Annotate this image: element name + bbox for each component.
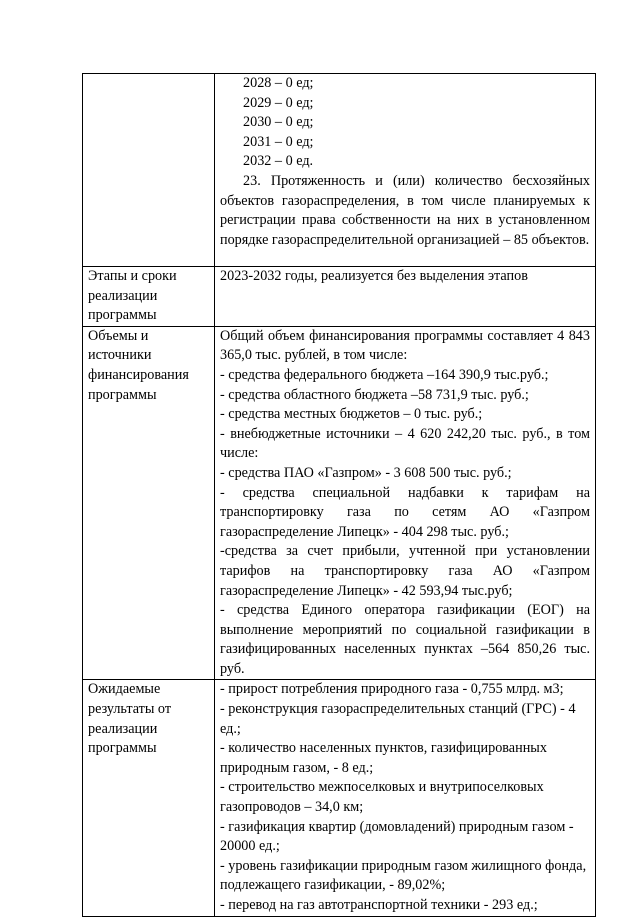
financing-item: - средства местных бюджетов – 0 тыс. руб.; [220,406,483,423]
financing-total: Общий объем финансирования программы составляет 4 843 365,0 тыс. рублей, в том числе: [220,327,590,364]
row-value-stages: 2023-2032 годы, реализуется без выделения этапов [215,267,596,327]
year-line: 2031 – 0 ед; [243,133,314,150]
row-label-empty [83,74,215,267]
table-row [83,326,596,680]
indicator-23-paragraph: 23. Протяженность и (или) количество бесхозяйных объектов газораспределения, в том числе планируемых к регистрации права собственности на них в установленном порядке газораспределительной организацией – 85 объектов. [220,172,590,248]
row-value-indicators [215,74,596,267]
year-line: 2028 – 0 ед; [243,75,314,91]
result-item: - реконструкция газораспределительных станций (ГРС) - 4 ед.; [220,701,576,737]
result-item: - уровень газификации природным газом жилищного фонда, подлежащего газификации, - 89,02%; [220,857,587,894]
row-label-financing: Объемы и источники финансирования программы [83,326,215,680]
year-line: 2029 – 0 ед; [243,94,314,111]
financing-item: - средства федерального бюджета –164 390,9 тыс.руб.; [220,366,549,383]
row-value-results [215,680,596,916]
result-item: - строительство межпоселковых и внутрипоселковых газопроводов – 34,0 км; [220,779,544,816]
table-row [83,680,596,916]
result-item: - количество населенных пунктов, газифицированных природным газом, - 8 ед.; [220,740,547,776]
result-item: - перевод на газ автотранспортной техники - 293 ед.; [220,897,538,913]
financing-item: - внебюджетные источники – 4 620 242,20 тыс. руб., в том числе: [220,425,590,462]
financing-item: - средства областного бюджета –58 731,9 тыс. руб.; [220,386,529,403]
financing-item: - средства специальной надбавки к тарифам на транспортировку газа по сетям АО «Газпром газораспределение Липецк» - 404 298 тыс. руб.; [220,484,590,540]
row-value-financing [215,326,596,680]
table-row [83,74,596,267]
financing-item: -средства за счет прибыли, учтенной при установлении тарифов на транспортировку газа АО «Газпром газораспределение Липецк» - 42 593,94 тыс.руб; [220,543,590,599]
row-label-stages: Этапы и сроки реализации программы [83,267,215,327]
financing-item: - средства Единого оператора газификации (ЕОГ) на выполнение мероприятий по социальной газификации в газифицированных населенных пунктах –564 850,26 тыс. руб. [220,602,590,677]
row-label-results: Ожидаемые результаты от реализации программы [83,680,215,916]
year-line: 2032 – 0 ед. [243,153,314,170]
result-item: - прирост потребления природного газа - 0,755 млрд. м3; [220,681,564,698]
result-item: - газификация квартир (домовладений) природным газом - 20000 ед.; [220,818,574,855]
program-passport-table [82,73,596,917]
financing-item: - средства ПАО «Газпром» - 3 608 500 тыс. руб.; [220,464,512,481]
year-line: 2030 – 0 ед; [243,114,314,131]
table-row [83,267,596,327]
